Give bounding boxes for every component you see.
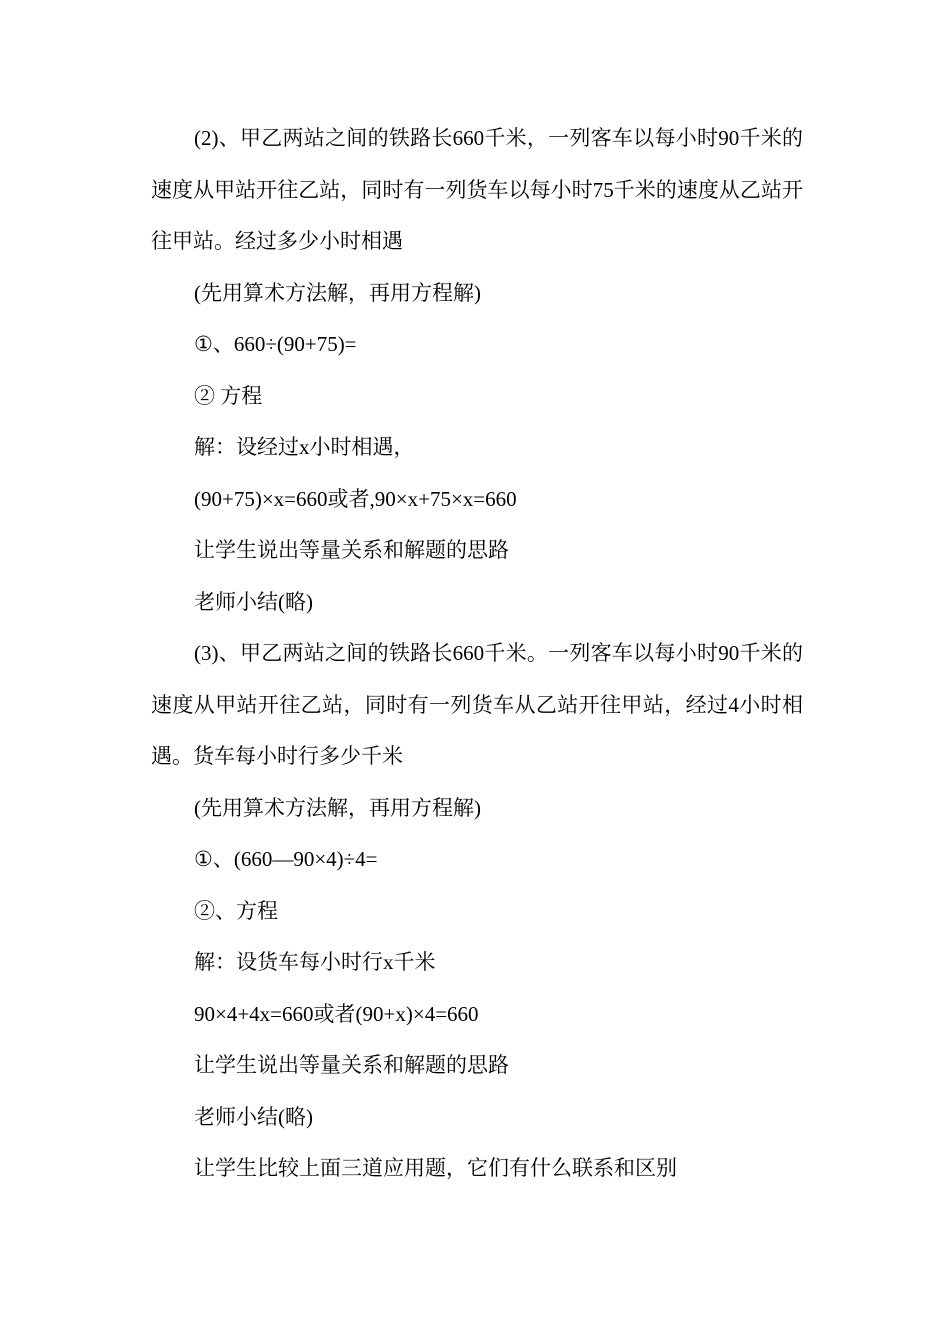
comparison-prompt: 让学生比较上面三道应用题，它们有什么联系和区别 [194, 1156, 677, 1180]
problem-3-equation-heading: ②、方程 [194, 898, 278, 923]
problem-2-solution-setup: 解：设经过x小时相遇， [194, 435, 415, 459]
problem-2-discussion: 让学生说出等量关系和解题的思路 [194, 538, 509, 562]
problem-3-summary: 老师小结(略) [194, 1104, 313, 1129]
problem-2-instruction: (先用算术方法解，再用方程解) [194, 280, 481, 305]
problem-2-equation: (90+75)×x=660或者,90×x+75×x=660 [194, 486, 517, 511]
problem-2-summary: 老师小结(略) [194, 589, 313, 614]
problem-3-discussion: 让学生说出等量关系和解题的思路 [194, 1053, 509, 1077]
problem-2-arithmetic-method: ①、660÷(90+75)= [194, 332, 357, 356]
problem-3-equation: 90×4+4x=660或者(90+x)×4=660 [194, 1001, 479, 1026]
problem-3-instruction: (先用算术方法解，再用方程解) [194, 795, 481, 820]
problem-3-arithmetic-method: ①、(660—90×4)÷4= [194, 847, 378, 871]
problem-2-equation-heading: ② 方程 [194, 383, 263, 408]
problem-2-statement: (2)、甲乙两站之间的铁路长660千米，一列客车以每小时90千米的速度从甲站开往乙站，同时有一列货车以每小时75千米的速度从乙站开往甲站。经过多少小时相遇 [151, 126, 803, 253]
problem-3-statement: (3)、甲乙两站之间的铁路长660千米。一列客车以每小时90千米的速度从甲站开往乙站，同时有一列货车从乙站开往甲站，经过4小时相遇。货车每小时行多少千米 [151, 641, 803, 768]
problem-3-solution-setup: 解：设货车每小时行x千米 [194, 950, 436, 974]
document-body [151, 113, 803, 1195]
